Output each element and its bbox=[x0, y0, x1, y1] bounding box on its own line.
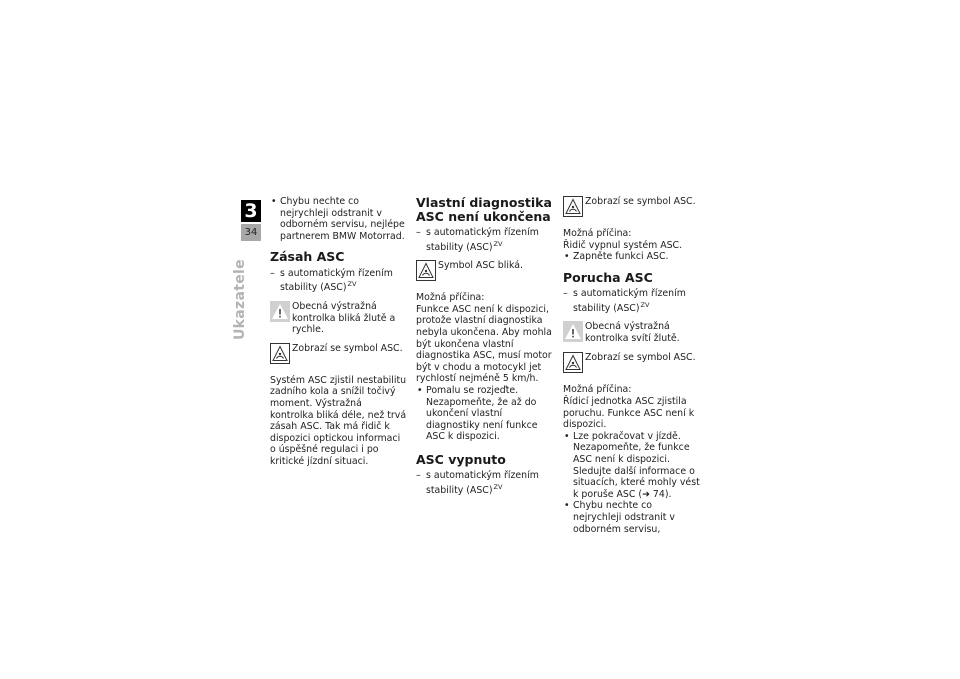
indicator-description: Obecná výstražná kontrolka bliká žlutě a rychle. bbox=[292, 301, 396, 336]
optional-equipment-mark: ZV bbox=[493, 239, 503, 248]
cause-label: Možná příčina: bbox=[416, 292, 485, 304]
asc-symbol-row bbox=[270, 343, 408, 367]
warning-triangle-icon bbox=[270, 301, 290, 322]
equipment-note: – s automatickým řízením stability (ASC)$^{ZV}$ bbox=[270, 268, 408, 294]
list-item: • Zapněte funkci ASC. bbox=[563, 251, 701, 263]
cause-label: Možná příčina: bbox=[563, 228, 632, 239]
asc-symbol-icon bbox=[563, 196, 583, 217]
section-heading-asc-intervention: Zásah ASC bbox=[270, 249, 345, 265]
cause-label: Možná příčina: bbox=[563, 384, 632, 396]
equipment-note: – s automatickým řízením stability (ASC)$^{ZV}$ bbox=[416, 227, 554, 253]
chapter-side-label: Ukazatele bbox=[232, 259, 248, 340]
indicator-description: Zobrazí se symbol ASC. bbox=[585, 352, 696, 364]
column-1 bbox=[270, 196, 408, 468]
cause-text: Řídicí jednotka ASC zjistila poruchu. Funkce ASC není k dispozici. bbox=[563, 396, 695, 431]
equipment-note: – s automatickým řízením stability (ASC)$^{ZV}$ bbox=[563, 288, 701, 314]
list-item: • Pomalu se rozjeďte. Nezapomeňte, že až do ukončení vlastní diagnostiky není funkce ASC k dispozici. bbox=[416, 385, 554, 443]
optional-equipment-mark: ZV bbox=[347, 280, 357, 289]
indicator-description: Obecná výstražná kontrolka svítí žlutě. bbox=[585, 321, 680, 345]
list-item: • Lze pokračovat v jízdě. Nezapomeňte, že funkce ASC není k dispozici. Sledujte další informace o situacích, které mohly vést k poruše ASC (➜ 74). bbox=[563, 431, 701, 501]
asc-symbol-row bbox=[563, 196, 701, 220]
optional-equipment-mark: ZV bbox=[493, 483, 503, 491]
section-heading-asc-off: ASC vypnuto bbox=[416, 451, 506, 467]
asc-symbol-icon bbox=[416, 260, 436, 281]
indicator-description: Symbol ASC bliká. bbox=[438, 260, 523, 272]
cause-text: Řidič vypnul systém ASC. bbox=[563, 239, 683, 251]
warning-indicator-row bbox=[270, 301, 408, 336]
list-item: • Chybu nechte co nejrychleji odstranit v odborném servisu, nejlépe partnerem BMW Motorrad. bbox=[270, 196, 408, 242]
paragraph: Systém ASC zjistil nestabilitu zadního kola a snížil točivý moment. Výstražná kontrolka bliká déle, než trvá zásah ASC. Tak má řidič k dispozici optickou informaci o úspěšné regulaci i po kritické jízdní situaci. bbox=[270, 374, 407, 467]
cause-text: Funkce ASC není k dispozici, protože vlastní diagnostika nebyla ukončena. Aby mohla být ukončena vlastní diagnostika ASC, musí motor být v chodu a motocykl jet rychlostí nejméně 5 km/h. bbox=[416, 303, 552, 385]
optional-equipment-mark: ZV bbox=[640, 300, 650, 309]
page-number: 34 bbox=[241, 224, 261, 241]
column-3 bbox=[563, 196, 701, 535]
indicator-description: Zobrazí se symbol ASC. bbox=[585, 196, 696, 207]
section-heading-asc-fault: Porucha ASC bbox=[563, 269, 653, 285]
column-2 bbox=[416, 196, 554, 497]
section-heading-self-diagnosis: Vlastní diagnostika ASC není ukončena bbox=[416, 195, 552, 224]
asc-symbol-icon bbox=[270, 343, 290, 364]
asc-symbol-icon bbox=[563, 352, 583, 373]
list-item: • Chybu nechte co nejrychleji odstranit v odborném servisu, bbox=[563, 500, 701, 535]
asc-symbol-row bbox=[416, 260, 554, 284]
warning-indicator-row bbox=[563, 321, 701, 345]
asc-symbol-row bbox=[563, 352, 701, 376]
chapter-number: 3 bbox=[241, 200, 261, 222]
warning-triangle-icon bbox=[563, 321, 583, 342]
indicator-description: Zobrazí se symbol ASC. bbox=[292, 342, 403, 354]
equipment-note: – s automatickým řízením stability (ASC)$^{ZV}$ bbox=[416, 470, 554, 496]
